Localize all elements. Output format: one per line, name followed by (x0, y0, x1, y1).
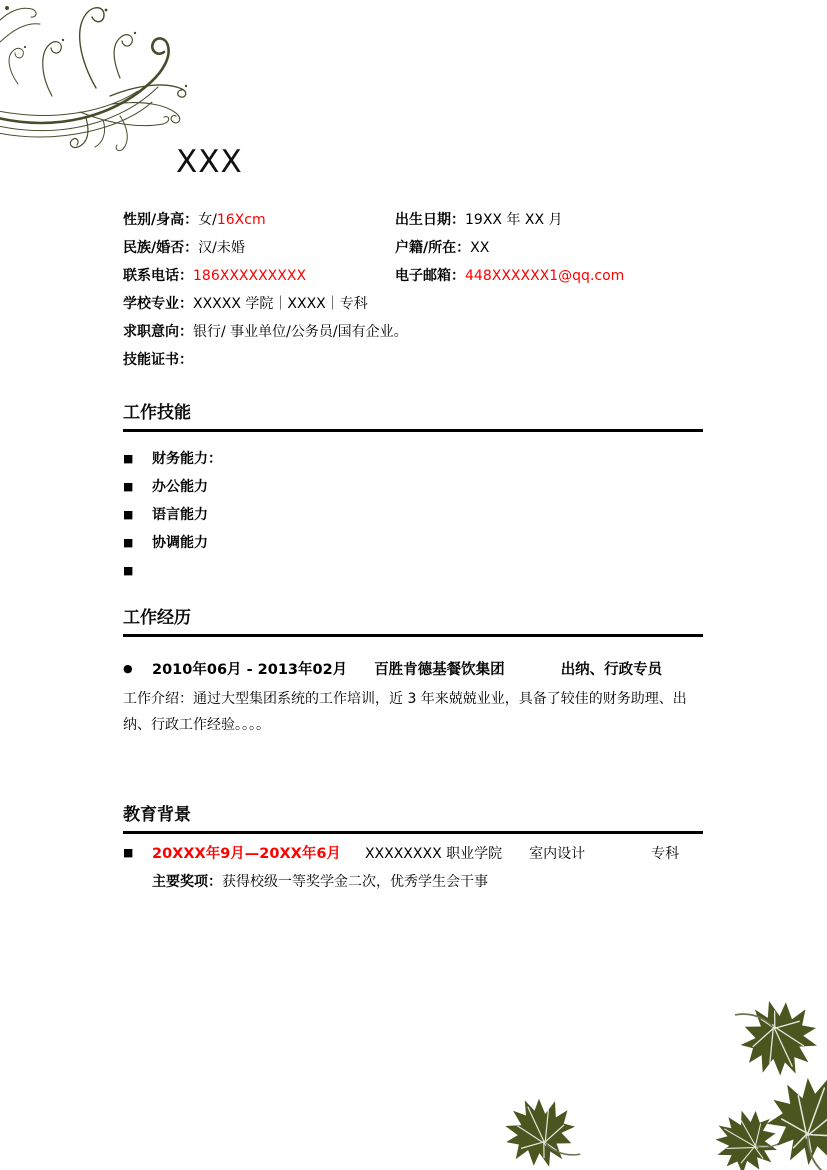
field-job-intention (123, 321, 408, 341)
field-birth-date (395, 209, 709, 229)
bullet-circle-icon: ● (123, 662, 133, 675)
section-title: 工作技能 (123, 403, 191, 423)
skill-list (123, 444, 703, 584)
skill-label: 语言能力 (152, 507, 208, 523)
flourish-ornament-icon (0, 0, 195, 158)
education-school: XXXXXXXX 职业学院 (364, 845, 503, 862)
field-school-major (123, 293, 395, 313)
field-label: 求职意向： (123, 324, 193, 340)
maple-leaf-icon (728, 986, 827, 1089)
section-divider (123, 634, 703, 637)
field-certificates (123, 349, 395, 369)
education-entry (123, 842, 703, 863)
field-phone (123, 265, 395, 285)
education-award (123, 869, 703, 895)
bullet-square-icon: ■ (123, 846, 134, 859)
experience-description: 工作介绍：通过大型集团系统的工作培训，近 3 年来兢兢业业，具备了较佳的财务助理、出纳、行政工作经验。。。。 (123, 691, 687, 733)
field-label: 户籍/所在： (395, 240, 471, 256)
field-label: 联系电话： (123, 268, 193, 284)
field-value: XXXXX 学院｜XXXX｜专科 (193, 296, 368, 312)
field-value: 汉/未婚 (198, 240, 245, 256)
maple-leaf-icon (494, 1086, 587, 1170)
skill-item (123, 556, 703, 584)
bullet-square-icon: ■ (123, 535, 134, 549)
field-value: 银行/ 事业单位/公务员/国有企业。 (193, 324, 408, 340)
field-gender-height (123, 209, 395, 229)
field-label: 民族/婚否： (123, 240, 199, 256)
skill-label: 协调能力 (152, 535, 208, 551)
maple-leaf-icon (755, 1064, 827, 1170)
bullet-square-icon: ■ (123, 563, 134, 577)
skill-item (123, 472, 703, 500)
field-value: 19XX 年 XX 月 (465, 212, 563, 228)
education-period: 20XXX年9月—20XX年6月 (152, 846, 341, 862)
education-major: 室内设计 (529, 845, 586, 862)
bullet-square-icon: ■ (123, 451, 134, 465)
info-row (123, 317, 709, 345)
field-value-red: 186XXXXXXXXX (193, 268, 307, 284)
info-row (123, 289, 709, 317)
skill-item (123, 528, 703, 556)
experience-period: 2010年06月 - 2013年02月 (152, 662, 348, 678)
section-divider (123, 831, 703, 834)
field-label: 出生日期： (395, 212, 465, 228)
info-row (123, 205, 709, 233)
bullet-square-icon: ■ (123, 479, 134, 493)
section-divider (123, 429, 703, 432)
award-label: 主要奖项： (152, 874, 222, 890)
field-value-red: 448XXXXXX1@qq.com (465, 268, 625, 284)
field-label: 电子邮箱： (395, 268, 465, 284)
section-work-experience (123, 607, 703, 738)
section-title: 教育背景 (123, 805, 191, 825)
award-text: 获得校级一等奖学金二次，优秀学生会干事 (222, 874, 488, 890)
field-email (395, 265, 709, 285)
education-degree: 专科 (651, 845, 680, 862)
field-label: 性别/身高： (123, 212, 199, 228)
field-label: 学校专业： (123, 296, 193, 312)
field-residence (395, 237, 709, 257)
skill-label: 财务能力： (152, 451, 222, 467)
info-row (123, 261, 709, 289)
field-value: XX (470, 240, 490, 256)
skill-item (123, 500, 703, 528)
info-row (123, 345, 709, 373)
personal-info (123, 205, 709, 373)
experience-company: 百胜肯德基餐饮集团 (374, 662, 505, 678)
maple-leaf-icon (703, 1099, 791, 1170)
page-title: XXX (176, 144, 243, 180)
info-row (123, 233, 709, 261)
field-ethnicity-marital (123, 237, 395, 257)
field-label: 技能证书： (123, 352, 193, 368)
section-work-skills (123, 402, 703, 584)
section-education (123, 804, 703, 895)
skill-label: 办公能力 (152, 479, 208, 495)
field-value-red: 16Xcm (216, 212, 266, 228)
experience-entry (123, 658, 703, 679)
bullet-square-icon: ■ (123, 507, 134, 521)
skill-item (123, 444, 703, 472)
experience-role: 出纳、行政专员 (560, 662, 663, 678)
section-title: 工作经历 (123, 608, 191, 628)
field-value: 女/ (198, 212, 217, 228)
